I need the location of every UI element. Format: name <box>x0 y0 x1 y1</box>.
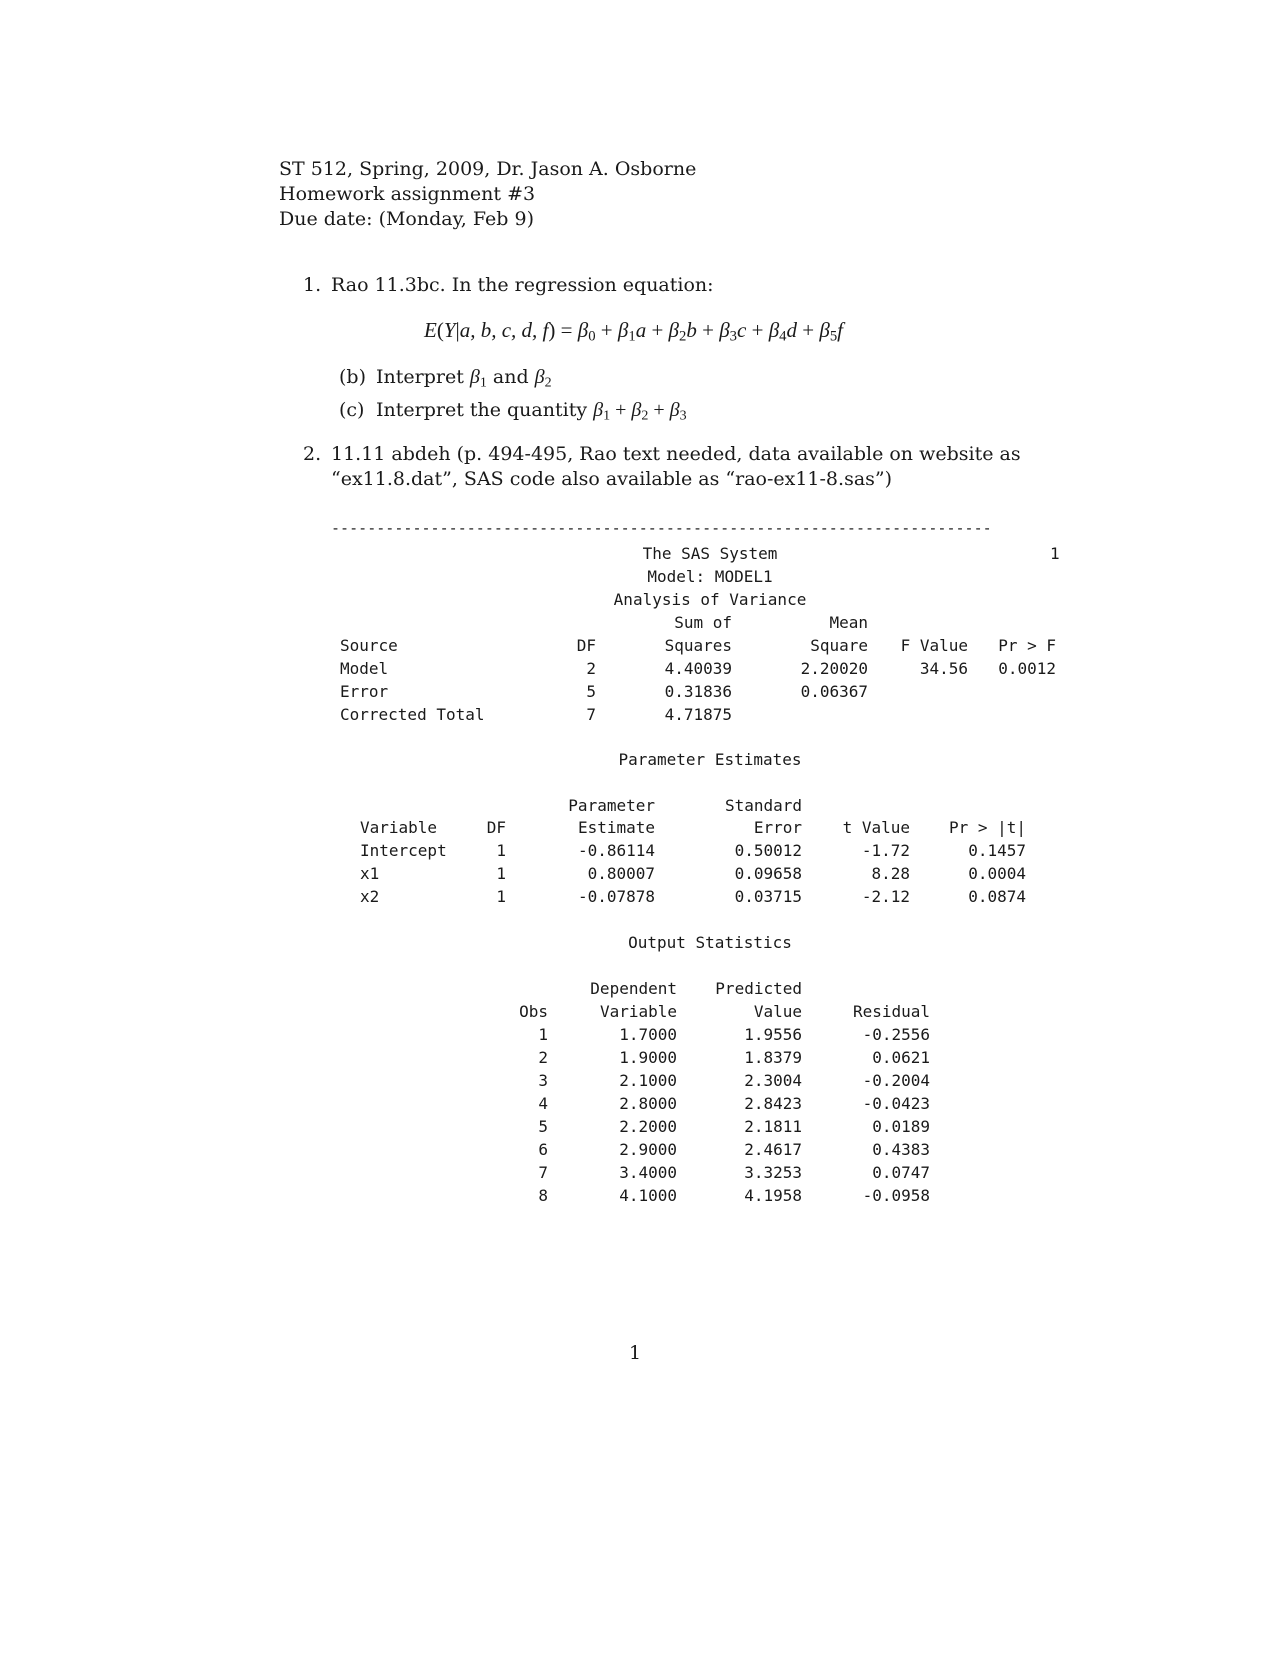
param-var: Intercept <box>360 841 447 860</box>
param-header-t: t Value <box>842 818 910 837</box>
output-res: 0.0747 <box>872 1163 930 1182</box>
param-se: 0.50012 <box>734 841 802 860</box>
q1-part-c: Interpret the quantity $\beta_1 + \beta_2 + \beta_3$ <box>376 399 687 424</box>
param-p: 0.0004 <box>968 864 1026 883</box>
anova-df: 7 <box>586 705 596 724</box>
output-res: 0.0621 <box>872 1048 930 1067</box>
param-t: 8.28 <box>871 864 910 883</box>
output-obs: 5 <box>538 1117 548 1136</box>
param-header-df: DF <box>486 818 506 837</box>
param-header-est-top: Parameter <box>568 796 655 815</box>
anova-header-p: Pr > F <box>998 636 1056 655</box>
due-date-line: Due date: (Monday, Feb 9) <box>279 208 534 230</box>
page-number: 1 <box>628 1342 642 1364</box>
anova-header-ms: Square <box>810 636 868 655</box>
q1-text: Rao 11.3bc. In the regression equation: <box>331 274 714 296</box>
param-est: -0.86114 <box>577 841 655 860</box>
param-df: 1 <box>496 864 506 883</box>
q1-part-b: Interpret $\beta_1$ and $\beta_2$ <box>376 366 552 391</box>
output-pred: 2.1811 <box>744 1117 802 1136</box>
param-var: x2 <box>360 887 380 906</box>
output-title: Output Statistics <box>628 933 792 952</box>
q1-part-b-label: (b) <box>339 366 366 388</box>
param-se: 0.09658 <box>734 864 802 883</box>
regression-equation: E(Y|a, b, c, d, $f) = \beta_0 + \beta_1a + \beta_2b + \beta_3c + \beta_4d + \beta_5f$ <box>424 318 843 345</box>
output-header-dep: Variable <box>599 1002 677 1021</box>
param-t: -1.72 <box>861 841 910 860</box>
anova-header-source: Source <box>340 636 398 655</box>
anova-df: 2 <box>586 659 596 678</box>
output-obs: 6 <box>538 1140 548 1159</box>
output-res: -0.2556 <box>862 1025 930 1044</box>
anova-source: Model <box>340 659 389 678</box>
output-res: 0.4383 <box>872 1140 930 1159</box>
output-obs: 8 <box>538 1186 548 1205</box>
output-pred: 1.9556 <box>744 1025 802 1044</box>
q2-line2: “ex11.8.dat”, SAS code also available as “rao-ex11-8.sas”) <box>331 468 893 490</box>
sas-model: Model: MODEL1 <box>647 567 773 586</box>
param-header-var: Variable <box>360 818 438 837</box>
output-res: -0.0423 <box>862 1094 930 1113</box>
output-dep: 1.9000 <box>619 1048 677 1067</box>
output-header-res: Residual <box>852 1002 930 1021</box>
output-header-pred: Value <box>753 1002 802 1021</box>
q1-number: 1. <box>303 274 322 296</box>
output-dep: 2.2000 <box>619 1117 677 1136</box>
output-obs: 1 <box>538 1025 548 1044</box>
output-pred: 4.1958 <box>744 1186 802 1205</box>
output-res: 0.0189 <box>872 1117 930 1136</box>
anova-header-ss-top: Sum of <box>674 613 732 632</box>
param-p: 0.1457 <box>968 841 1026 860</box>
param-est: 0.80007 <box>587 864 655 883</box>
anova-source: Corrected Total <box>340 705 485 724</box>
param-df: 1 <box>496 841 506 860</box>
param-var: x1 <box>360 864 380 883</box>
anova-df: 5 <box>586 682 596 701</box>
anova-f: 34.56 <box>919 659 968 678</box>
sas-page-num: 1 <box>1050 544 1060 563</box>
output-pred: 3.3253 <box>744 1163 802 1182</box>
param-p: 0.0874 <box>968 887 1026 906</box>
anova-header-df: DF <box>576 636 596 655</box>
anova-title: Analysis of Variance <box>613 590 807 609</box>
anova-header-f: F Value <box>900 636 968 655</box>
output-dep: 1.7000 <box>619 1025 677 1044</box>
output-dep: 2.1000 <box>619 1071 677 1090</box>
output-obs: 2 <box>538 1048 548 1067</box>
output-res: -0.2004 <box>862 1071 930 1090</box>
param-se: 0.03715 <box>734 887 802 906</box>
anova-header-ss: Squares <box>664 636 732 655</box>
output-dep: 3.4000 <box>619 1163 677 1182</box>
param-df: 1 <box>496 887 506 906</box>
param-header-est: Estimate <box>577 818 655 837</box>
q1-part-c-label: (c) <box>339 399 365 421</box>
anova-header-ms-top: Mean <box>829 613 868 632</box>
output-header-obs: Obs <box>519 1002 548 1021</box>
assignment-line: Homework assignment #3 <box>279 183 536 205</box>
param-t: -2.12 <box>861 887 910 906</box>
sas-rule: ------------------------------------------------------------------------- <box>331 519 992 537</box>
q2-number: 2. <box>303 443 322 465</box>
param-header-se: Error <box>753 818 802 837</box>
output-pred: 1.8379 <box>744 1048 802 1067</box>
q2-line1: 11.11 abdeh (p. 494-495, Rao text needed, data available on website as <box>331 443 1021 465</box>
anova-ss: 4.40039 <box>664 659 732 678</box>
output-res: -0.0958 <box>862 1186 930 1205</box>
output-pred: 2.3004 <box>744 1071 802 1090</box>
param-header-p: Pr > |t| <box>948 818 1026 837</box>
anova-ms: 0.06367 <box>800 682 868 701</box>
output-pred: 2.4617 <box>744 1140 802 1159</box>
param-header-se-top: Standard <box>724 796 802 815</box>
output-header-dep-top: Dependent <box>590 979 677 998</box>
output-obs: 7 <box>538 1163 548 1182</box>
course-line: ST 512, Spring, 2009, Dr. Jason A. Osborne <box>279 158 697 180</box>
output-dep: 2.8000 <box>619 1094 677 1113</box>
param-title: Parameter Estimates <box>618 750 802 769</box>
output-obs: 3 <box>538 1071 548 1090</box>
anova-p: 0.0012 <box>998 659 1056 678</box>
anova-ms: 2.20020 <box>800 659 868 678</box>
output-obs: 4 <box>538 1094 548 1113</box>
anova-ss: 0.31836 <box>664 682 732 701</box>
param-est: -0.07878 <box>577 887 655 906</box>
output-dep: 4.1000 <box>619 1186 677 1205</box>
anova-ss: 4.71875 <box>664 705 732 724</box>
output-pred: 2.8423 <box>744 1094 802 1113</box>
anova-source: Error <box>340 682 389 701</box>
output-dep: 2.9000 <box>619 1140 677 1159</box>
output-header-pred-top: Predicted <box>715 979 802 998</box>
sas-title: The SAS System <box>642 544 778 563</box>
